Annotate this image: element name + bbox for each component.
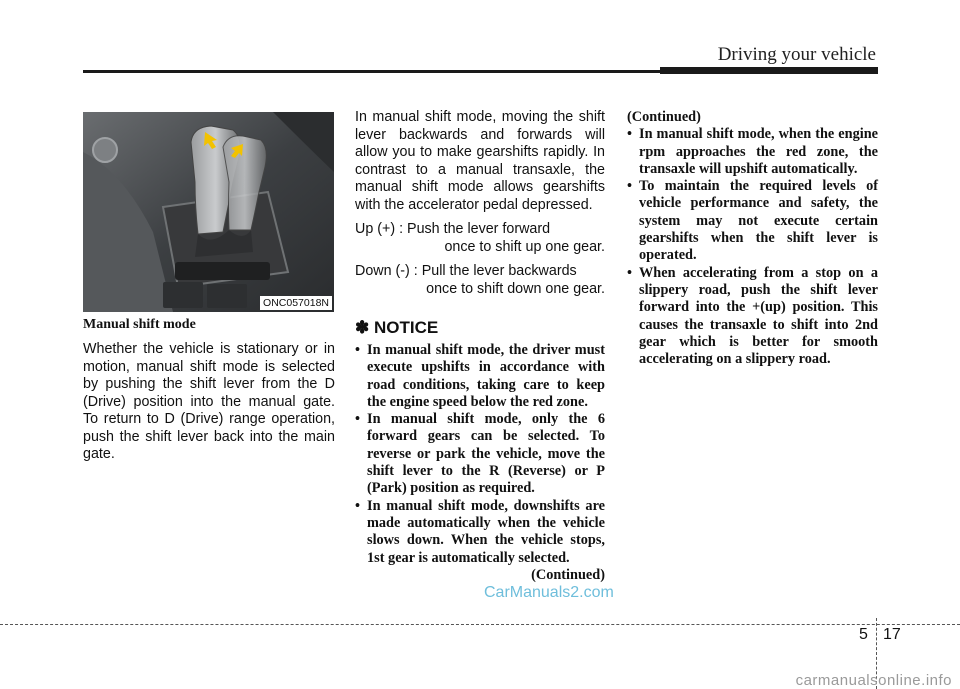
continued-label: (Continued) (531, 566, 605, 583)
watermark: CarManuals2.com (484, 584, 614, 601)
list-item: • In manual shift mode, when the engine rpm approaches the red zone, the transaxle will upshift automatically. (627, 126, 878, 177)
notice-heading (355, 318, 605, 338)
list-item: • When accelerating from a stop on a slippery road, push the shift lever forward into the +(up) position. This causes the transaxle to shift into 2nd gear which is better for smooth accelerating on a slippery road. (627, 264, 878, 368)
right-column (627, 109, 878, 368)
section-subheading: Manual shift mode (83, 317, 196, 332)
middle-column (355, 109, 605, 584)
site-footer-link[interactable]: carmanualsonline.info (795, 672, 952, 689)
continued-heading: (Continued) (627, 109, 701, 125)
shift-up-label: Up (+) : Push the lever forward (355, 221, 551, 237)
list-item: • In manual shift mode, the driver must execute upshifts in accordance with road conditions, taking care to keep the engine speed below the red zone. (355, 342, 605, 410)
shift-down-continued: once to shift down one gear. (426, 280, 605, 297)
notice-list (355, 342, 605, 567)
figure-caption: ONC057018N (260, 296, 332, 310)
list-item: • In manual shift mode, downshifts are made automatically when the vehicle slows down. When the vehicle stops, 1st gear is automatically selected. (355, 497, 605, 566)
notice-icon: ✽ (355, 318, 370, 337)
shift-lever-photo (83, 112, 334, 312)
footer-divider (0, 624, 960, 625)
manual-mode-paragraph: In manual shift mode, moving the shift lever backwards and forwards will allow you to make gearshifts rapidly. In contrast to a manual transaxle, the manual shift mode allows gearshifts with the accelerator pedal depressed. (355, 109, 605, 213)
shift-up-instruction (355, 221, 605, 256)
shift-lever-illustration (83, 112, 334, 312)
notice-title: NOTICE (373, 318, 439, 337)
shift-down-label: Down (-) : Pull the lever backwards (355, 263, 577, 279)
shift-down-instruction (355, 263, 605, 298)
header-rule (83, 70, 660, 73)
shift-up-continued: once to shift up one gear. (444, 238, 605, 255)
intro-paragraph: Whether the vehicle is stationary or in motion, manual shift mode is selected by pushing the shift lever from the D (Drive) position into the manual gate. To return to D (Drive) range operation, push the shift lever back into the main gate. (83, 341, 335, 462)
list-item: • To maintain the required levels of vehicle performance and safety, the system may not execute certain gearshifts when the shift lever is operated. (627, 178, 878, 264)
page-header-title: Driving your vehicle (717, 44, 876, 65)
page-number: 17 (883, 626, 901, 643)
section-number: 5 (859, 626, 868, 643)
left-column (83, 316, 335, 464)
header-rule-bar (660, 67, 878, 74)
list-item: • In manual shift mode, only the 6 forward gears can be selected. To reverse or park the vehicle, move the shift lever to the R (Reverse) or P (Park) position as required. (355, 411, 605, 497)
continued-list (627, 126, 878, 368)
